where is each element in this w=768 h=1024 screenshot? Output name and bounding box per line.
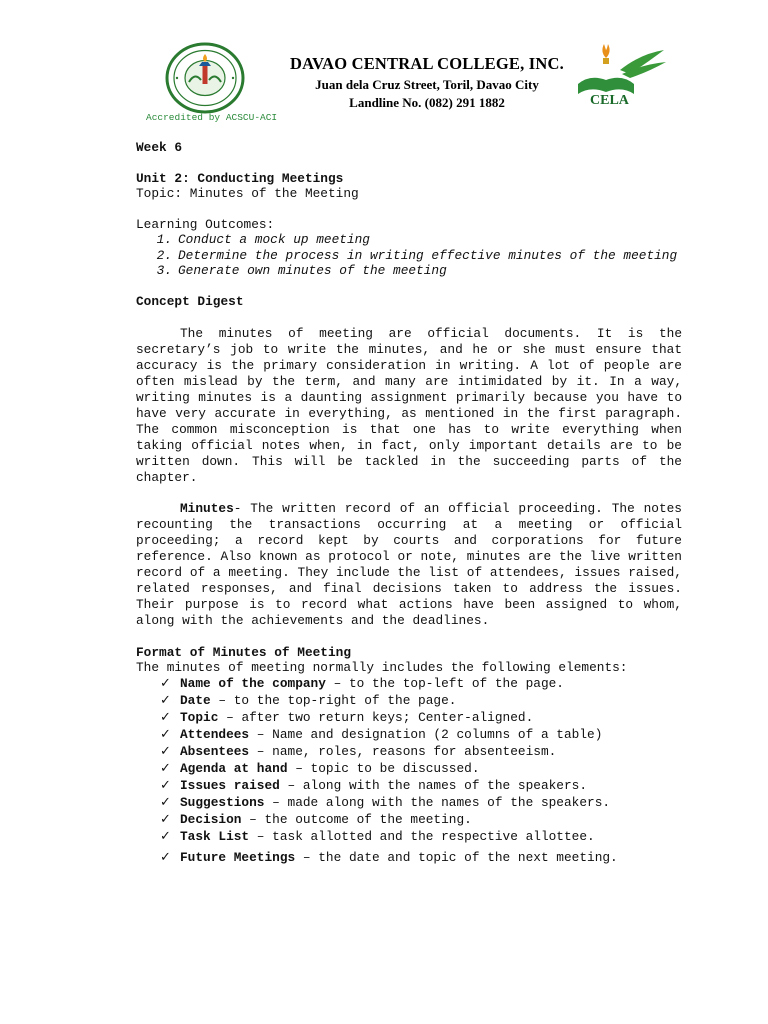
list-item: ✓ Date – to the top-right of the page. (160, 693, 457, 709)
list-item: ✓ Name of the company – to the top-left of the page. (160, 676, 564, 692)
list-item: ✓ Future Meetings – the date and topic of the next meeting. (160, 850, 618, 866)
check-icon: ✓ (160, 727, 171, 743)
check-icon: ✓ (160, 693, 171, 709)
check-icon: ✓ (160, 676, 171, 692)
accreditation-note: Accredited by ACSCU-ACI (146, 112, 278, 123)
list-item: ✓ Agenda at hand – topic to be discussed. (160, 761, 480, 777)
check-icon: ✓ (160, 829, 171, 845)
unit-title: Unit 2: Conducting Meetings (136, 170, 344, 186)
check-icon: ✓ (160, 795, 171, 811)
minutes-definition-paragraph (136, 501, 682, 629)
list-item: 3. Generate own minutes of the meeting (156, 263, 447, 279)
minutes-definition: - The written record of an official proceeding. The notes recounting the transactions occurring at a meeting or official proceeding; a record kept by courts and corporations for future reference. Also known as protocol or note, minutes are the live written record of a meeting. They include the list of attendees, issues raised, related responses, and final decisions taken to address the issues. Their purpose is to record what actions have been assigned to whom, along with the achievements and the deadlines. (136, 501, 682, 629)
list-item: ✓ Attendees – Name and designation (2 columns of a table) (160, 727, 603, 743)
college-landline: Landline No. (082) 291 1882 (349, 95, 505, 110)
list-item: ✓ Suggestions – made along with the names of the speakers. (160, 795, 611, 811)
format-heading: Format of Minutes of Meeting (136, 644, 352, 660)
list-item: ✓ Issues raised – along with the names of the speakers. (160, 778, 588, 794)
list-item: 2. Determine the process in writing effective minutes of the meeting (156, 247, 678, 263)
college-seal-logo (165, 42, 245, 114)
list-item: ✓ Task List – task allotted and the respective allottee. (160, 829, 595, 845)
minutes-term: Minutes (180, 501, 234, 517)
check-icon: ✓ (160, 744, 171, 760)
college-name: DAVAO CENTRAL COLLEGE, INC. (290, 54, 564, 73)
check-icon: ✓ (160, 850, 171, 866)
check-icon: ✓ (160, 778, 171, 794)
college-address: Juan dela Cruz Street, Toril, Davao City (315, 77, 539, 92)
outcomes-list (136, 232, 682, 278)
cela-label: CELA (590, 93, 629, 106)
week-label: Week 6 (136, 140, 183, 155)
cela-logo (560, 40, 670, 106)
letterhead (272, 54, 582, 112)
elements-checklist (136, 675, 682, 866)
list-item: ✓ Topic – after two return keys; Center-aligned. (160, 710, 534, 726)
digest-paragraph: The minutes of meeting are official documents. It is the secretary’s job to write the minutes, and he or she must ensure that accuracy is the primary consideration in writing. A lot of people are often mislead by the term, and many are intimidated by it. In a way, writing minutes is a daunting assignment primarily because you have to have very accurate in everything, as mentioned in the first paragraph. The common misconception is that one has to write everything when taking official notes when, in fact, only important details are to be written down. This will be tackled in the succeeding parts of the chapter. (136, 325, 682, 485)
list-item: ✓ Absentees – name, roles, reasons for absenteeism. (160, 744, 557, 760)
check-icon: ✓ (160, 761, 171, 777)
list-item: ✓ Decision – the outcome of the meeting. (160, 812, 472, 828)
check-icon: ✓ (160, 710, 171, 726)
format-intro: The minutes of meeting normally includes the following elements: (136, 660, 628, 675)
concept-digest-heading: Concept Digest (136, 294, 244, 310)
topic-line: Topic: Minutes of the Meeting (136, 186, 359, 202)
outcomes-heading: Learning Outcomes: (136, 217, 275, 232)
list-item: 1. Conduct a mock up meeting (156, 232, 370, 248)
document-body (136, 140, 682, 866)
check-icon: ✓ (160, 812, 171, 828)
